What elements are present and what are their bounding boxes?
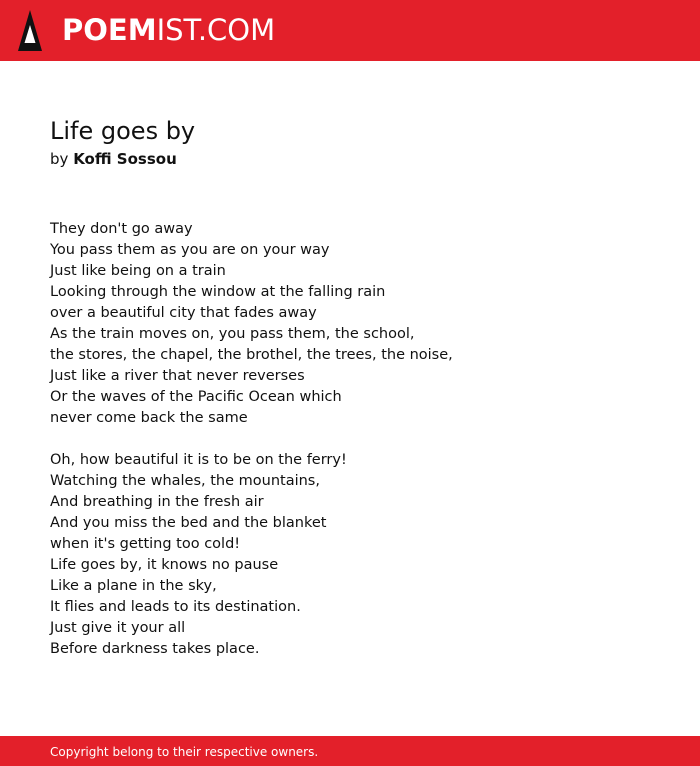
poem-line: Life goes by, it knows no pause bbox=[50, 557, 279, 573]
site-footer bbox=[0, 736, 700, 766]
poem-line: Before darkness takes place. bbox=[50, 641, 260, 657]
logo-text-strong: POEM bbox=[62, 13, 157, 47]
poem-line: Looking through the window at the falling rain bbox=[50, 284, 386, 300]
poem-line: And breathing in the fresh air bbox=[50, 494, 264, 510]
site-logo[interactable] bbox=[62, 13, 275, 47]
poem-body bbox=[50, 219, 650, 681]
logo-text-light: IST.COM bbox=[156, 13, 276, 47]
poem-line: Like a plane in the sky, bbox=[50, 578, 217, 594]
byline-prefix: by bbox=[50, 150, 69, 168]
poem-line: Or the waves of the Pacific Ocean which bbox=[50, 389, 342, 405]
pencil-logo-icon[interactable] bbox=[18, 10, 42, 51]
site-header bbox=[0, 0, 700, 61]
poem-title: Life goes by bbox=[50, 117, 196, 145]
poem-line: never come back the same bbox=[50, 410, 248, 426]
poem-line: And you miss the bed and the blanket bbox=[50, 515, 327, 531]
poem-line: Just give it your all bbox=[50, 620, 186, 636]
poem-line: Oh, how beautiful it is to be on the ferry! bbox=[50, 452, 347, 468]
copyright-text: Copyright belong to their respective owners. bbox=[50, 745, 319, 759]
poem-line: when it's getting too cold! bbox=[50, 536, 241, 552]
poem-line: the stores, the chapel, the brothel, the trees, the noise, bbox=[50, 347, 453, 363]
poem-line: They don't go away bbox=[50, 221, 193, 237]
poem-line: Just like a river that never reverses bbox=[50, 368, 305, 384]
poem-line: Just like being on a train bbox=[50, 263, 226, 279]
poem-stanza bbox=[50, 219, 650, 429]
poem-line: It flies and leads to its destination. bbox=[50, 599, 301, 615]
author-name: Koffi Sossou bbox=[73, 150, 177, 168]
poem-line: over a beautiful city that fades away bbox=[50, 305, 317, 321]
poem-byline bbox=[50, 149, 177, 169]
poem-line: As the train moves on, you pass them, the school, bbox=[50, 326, 415, 342]
poem-stanza bbox=[50, 450, 650, 660]
poem-line: You pass them as you are on your way bbox=[50, 242, 330, 258]
poem-line: Watching the whales, the mountains, bbox=[50, 473, 320, 489]
